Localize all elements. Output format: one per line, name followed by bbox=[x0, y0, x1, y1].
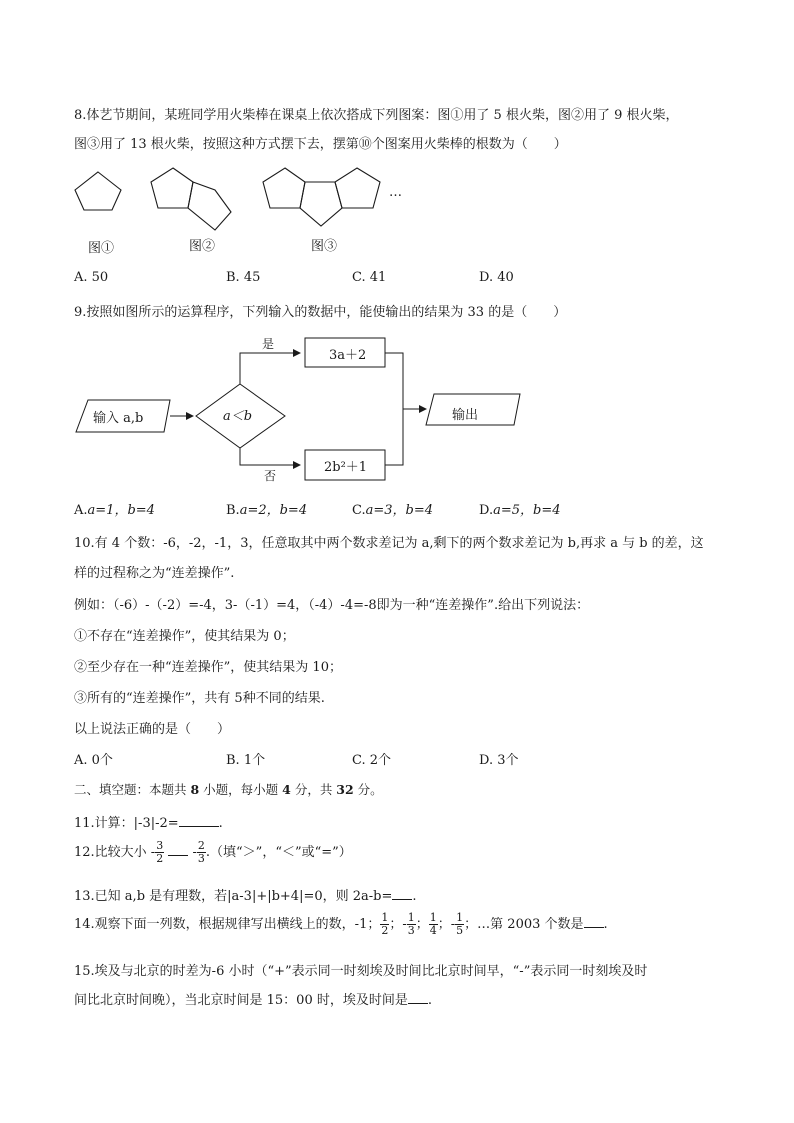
q15-answer-blank bbox=[408, 1003, 428, 1004]
figure-2-pentagon-left bbox=[151, 168, 193, 208]
figure-2-pentagon-right bbox=[188, 182, 231, 230]
q9-option-b: B.a=2，b=4 bbox=[226, 503, 308, 518]
q14-fraction-1: $\frac{1}{2}$ bbox=[381, 911, 389, 937]
figure-3-pentagon-middle bbox=[300, 182, 342, 226]
q9-no-label: 否 bbox=[264, 469, 277, 483]
q12-answer-blank bbox=[168, 855, 188, 856]
q10-statement-1: ①不存在“连差操作”，使其结果为 0； bbox=[74, 629, 295, 644]
q9-condition-label: a＜b bbox=[223, 409, 253, 424]
q10-stem-line1: 10.有 4 个数：-6，-2，-1，3，任意取其中两个数求差记为 a,剩下的两个数求差记为 b,再求 a 与 b 的差，这 bbox=[74, 536, 704, 551]
q9-option-d: D.a=5，b=4 bbox=[479, 503, 561, 518]
section-2-heading: 二、填空题：本题共 8 小题，每小题 4 分，共 32 分。 bbox=[74, 782, 383, 797]
q8-option-b: B. 45 bbox=[226, 270, 261, 285]
q11: 11.计算：|-3|-2= . bbox=[74, 816, 223, 831]
q13: 13.已知 a,b 是有理数，若|a-3|+|b+4|=0，则 2a-b= . bbox=[74, 889, 417, 904]
q10-option-b: B. 1个 bbox=[226, 753, 266, 768]
q9-no-box-expression: 2b²＋1 bbox=[324, 460, 368, 475]
q8-figure-3-label: 图③ bbox=[311, 239, 338, 254]
q10-statement-2: ②至少存在一种“连差操作”，使其结果为 10； bbox=[74, 660, 342, 675]
q14-answer-blank bbox=[584, 927, 604, 928]
q10-option-c: C. 2个 bbox=[352, 753, 392, 768]
figure-3-pentagon-right bbox=[335, 168, 380, 208]
q10-statement-3: ③所有的“连差操作”，共有 5种不同的结果. bbox=[74, 691, 325, 706]
q8-stem-line1: 8.体艺节期间，某班同学用火柴棒在课桌上依次搭成下列图案：图①用了 5 根火柴，图②用了 9 根火柴， bbox=[74, 108, 679, 123]
q11-answer-blank bbox=[179, 826, 219, 827]
q14-fraction-2: $\frac{1}{3}$ bbox=[407, 911, 415, 937]
q9-stem: 9.按照如图所示的运算程序，下列输入的数据中，能使输出的结果为 33 的是（ ） bbox=[74, 305, 567, 320]
q14-fraction-3: $\frac{1}{4}$ bbox=[429, 911, 437, 937]
q12-fraction-1: $\frac{3}{2}$ bbox=[156, 839, 164, 865]
q9-option-a: A.a=1，b=4 bbox=[74, 503, 155, 518]
q8-option-d: D. 40 bbox=[479, 270, 514, 285]
q12: 12.比较大小 - $\frac{3}{2}$ - $\frac{2}{3}$ .（填“＞”，“＜”或“=”） bbox=[74, 839, 352, 865]
q8-figure-2-label: 图② bbox=[189, 239, 216, 254]
figure-3-pentagon-left bbox=[263, 168, 305, 208]
q8-stem-line2: 图③用了 13 根火柴，按照这种方式摆下去，摆第⑩个图案用火柴棒的根数为（ ） bbox=[74, 137, 567, 152]
q14-fraction-4: $\frac{1}{5}$ bbox=[456, 911, 464, 937]
q8-ellipsis: … bbox=[389, 185, 402, 200]
q9-yes-box-expression: 3a＋2 bbox=[329, 348, 367, 363]
q9-input-label: 输入 a,b bbox=[93, 411, 144, 426]
q8-option-a: A. 50 bbox=[74, 270, 109, 285]
q9-output-label: 输出 bbox=[452, 408, 479, 423]
q10-option-d: D. 3个 bbox=[479, 753, 519, 768]
q13-answer-blank bbox=[392, 899, 412, 900]
q12-fraction-2: $\frac{2}{3}$ bbox=[197, 839, 205, 865]
q9-option-c: C.a=3，b=4 bbox=[352, 503, 434, 518]
q10-ask: 以上说法正确的是（ ） bbox=[74, 722, 231, 737]
q15-line1: 15.埃及与北京的时差为-6 小时（“+”表示同一时刻埃及时间比北京时间早，“-”表示同一时刻埃及时 bbox=[74, 964, 648, 979]
q10-example: 例如：（-6）-（-2）=-4，3-（-1）=4，（-4）-4=-8即为一种“连差操作”.给出下列说法： bbox=[74, 598, 590, 613]
q8-figure-1-label: 图① bbox=[88, 241, 115, 256]
q10-option-a: A. 0个 bbox=[74, 753, 113, 768]
figure-1-pentagon bbox=[75, 172, 121, 210]
q9-yes-label: 是 bbox=[262, 337, 275, 351]
q14: 14.观察下面一列数，根据规律写出横线上的数，-1； $\frac{1}{2}$ ；- $\frac{1}{3}$ ； $\frac{1}{4}$ ；- $\frac{1}{5}$ ；…第 2003 个数是 . bbox=[74, 911, 608, 937]
q10-stem-line2: 样的过程称之为“连差操作”. bbox=[74, 566, 235, 581]
q15-line2: 间比北京时间晚），当北京时间是 15：00 时，埃及时间是 . bbox=[74, 993, 432, 1008]
q8-option-c: C. 41 bbox=[352, 270, 387, 285]
